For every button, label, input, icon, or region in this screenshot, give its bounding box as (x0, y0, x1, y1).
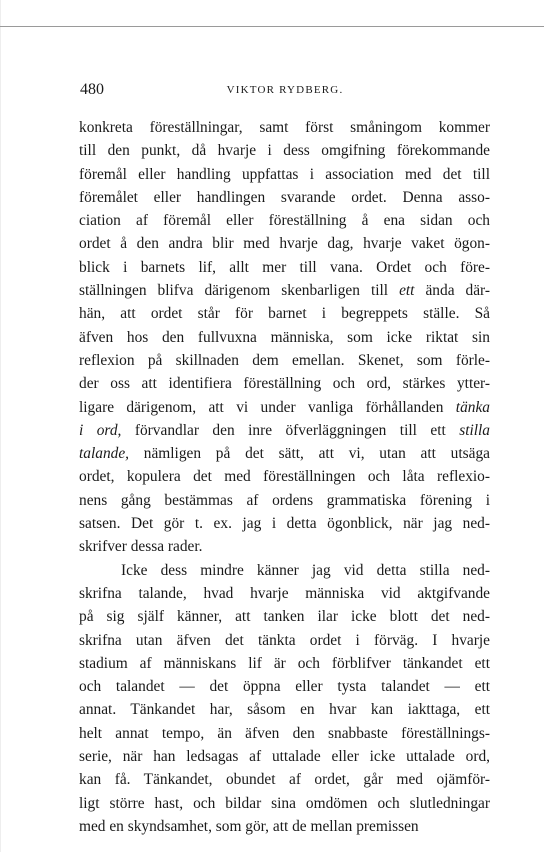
text-line: hän, att ordet står för barnet i begreppets ställe. Så (79, 305, 490, 323)
text-line: annat. Tänkandet har, såsom en hvar kan iakttaga, ett (79, 701, 490, 719)
italic-text: i ord, (79, 421, 122, 439)
body-text (79, 116, 490, 838)
text-line: ordet å den andra blir med hvarje dag, hvarje vaket ögon- (79, 235, 490, 253)
text-line: ligare därigenom, att vi under vanliga förhållanden tänka (79, 398, 490, 416)
italic-text: talande, (79, 445, 130, 463)
text-line: på sig själf känner, att tanken ilar icke blott det ned- (79, 608, 490, 626)
text-line: stadium af människans lif är och förblifver tänkandet ett (79, 654, 490, 672)
text-line: der oss att identifiera föreställning och ord, stärkes ytter- (79, 375, 490, 393)
text-line: ligt större hast, och bildar sina omdömen och slutledningar (79, 794, 490, 812)
page-header (80, 80, 490, 100)
text-line: skrifver dessa rader. (79, 538, 203, 556)
text-line: och talandet — det öppna eller tysta talandet — ett (79, 678, 490, 696)
text-line: kan få. Tänkandet, obundet af ordet, går med ojämför- (79, 771, 490, 789)
italic-text: stilla (459, 421, 491, 439)
text-line: serie, när han ledsagas af uttalade eller icke uttalade ord, (79, 748, 490, 766)
text-line: helt annat tempo, än äfven den snabbaste föreställnings- (79, 724, 490, 742)
top-rule (0, 26, 544, 27)
text-line: äfven hos den fullvuxna människa, som icke riktat sin (79, 328, 490, 346)
text-line: skrifna utan äfven det tänkta ordet i förväg. I hvarje (79, 631, 490, 649)
text-line: ställningen blifva därigenom skenbarligen till ett ända där- (79, 282, 491, 300)
text-line: till den punkt, då hvarje i dess omgifning förekommande (79, 142, 490, 160)
text-line: ciation af föremål eller föreställning å ena sidan och (79, 212, 490, 230)
text-line: konkreta föreställningar, samt först småningom kommer (79, 119, 490, 136)
text-line: skrifna talande, hvad hvarje människa vid aktgifvande (79, 584, 490, 602)
text-line: reflexion på skillnaden dem emellan. Skenet, som förle- (79, 351, 490, 369)
text-line: blick i barnets lif, allt mer till vana. Ordet och före- (79, 258, 490, 276)
italic-text: tänka (455, 398, 490, 416)
page-number: 480 (80, 81, 104, 98)
text-line: nens gång bestämmas af ordens grammatiska förening i (79, 491, 490, 509)
text-line: ordet, kopulera det med föreställningen och låta reflexio- (79, 468, 490, 486)
text-line: Icke dess mindre känner jag vid detta stilla ned- (121, 561, 490, 579)
italic-text: ett (399, 282, 415, 300)
text-line: talande, nämligen på det sätt, att vi, utan att utsäga (79, 445, 490, 463)
text-line: föremål eller handling uppfattas i association med det till (79, 165, 490, 183)
page-edge (0, 0, 1, 852)
text-line: föremålet eller handlingen svarande ordet. Denna asso- (79, 188, 490, 206)
text-line: satsen. Det gör t. ex. jag i detta ögonblick, när jag ned- (79, 515, 490, 533)
text-line: i ord, förvandlar den inre öfverläggningen till ett stilla (79, 421, 491, 439)
running-head: VIKTOR RYDBERG. (226, 84, 344, 96)
text-line: med en skyndsamhet, som gör, att de mellan premissen (79, 817, 419, 835)
